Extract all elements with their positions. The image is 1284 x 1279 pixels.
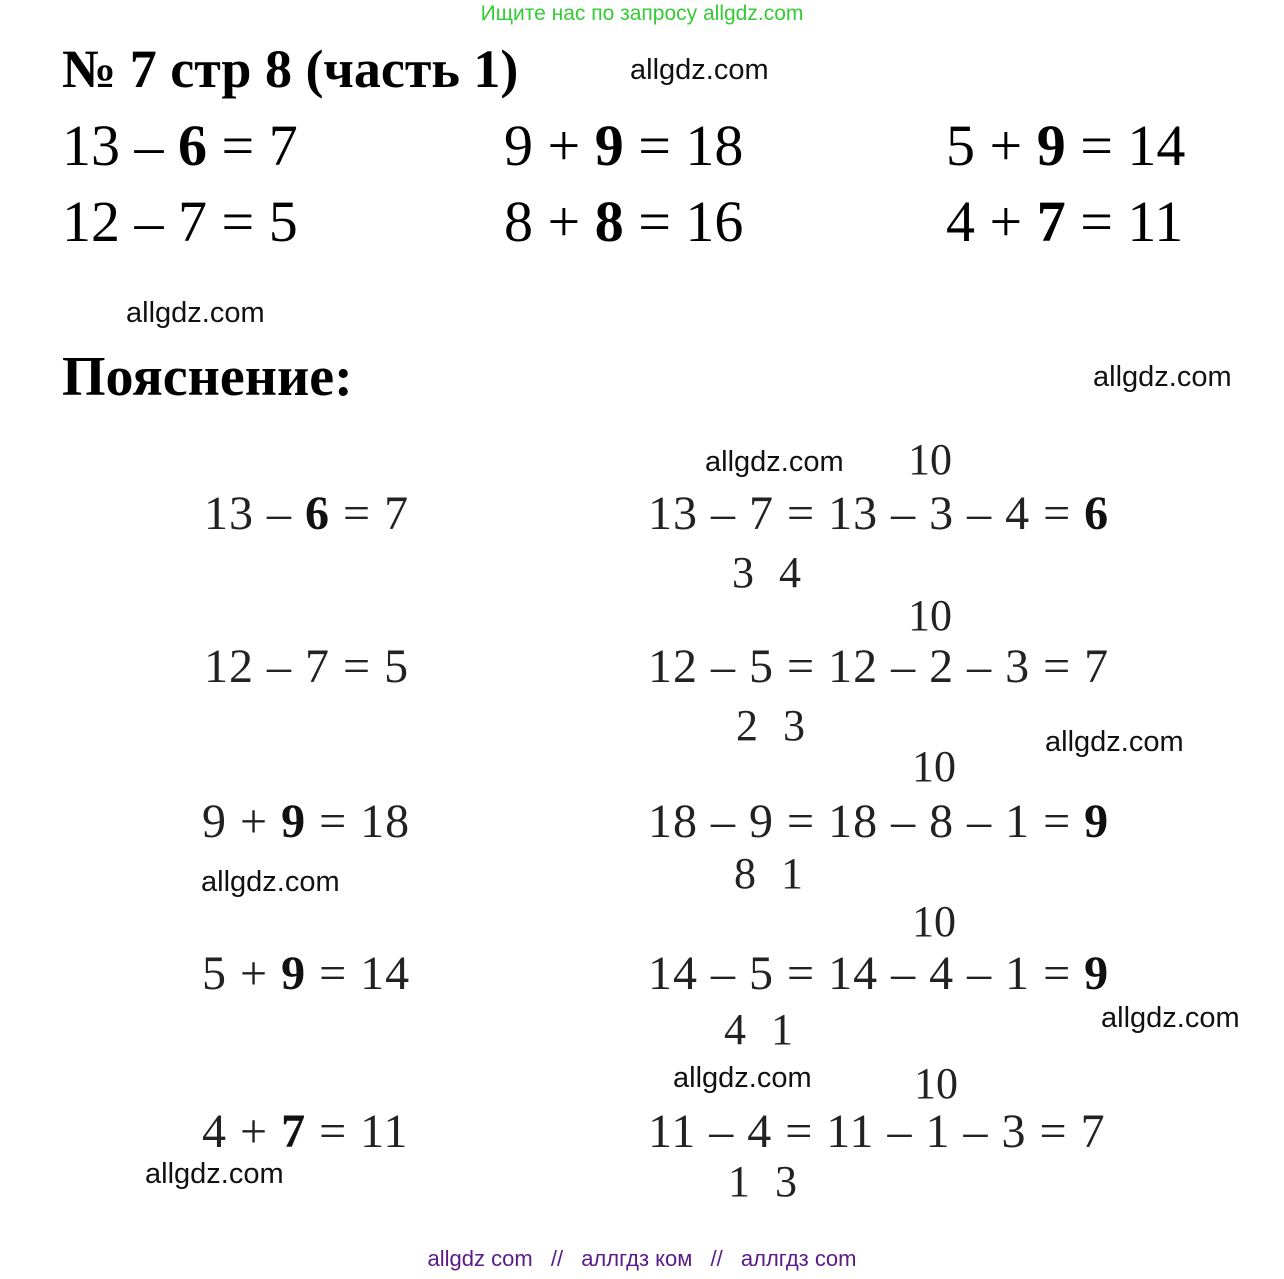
page-title: № 7 стр 8 (часть 1) — [62, 39, 519, 99]
tens-label: 10 — [908, 435, 952, 484]
watermark: allgdz.com — [1101, 1002, 1240, 1034]
number-split: 8 1 — [734, 849, 803, 898]
example-right: 18 – 9 = 18 – 8 – 1 = 9 — [648, 795, 1110, 848]
watermark: allgdz.com — [705, 446, 844, 478]
top-banner: Ищите нас по запросу allgdz.com — [480, 2, 804, 25]
tens-label: 10 — [912, 742, 956, 791]
example-right: 11 – 4 = 11 – 1 – 3 = 7 — [648, 1105, 1106, 1158]
number-split: 4 1 — [724, 1005, 793, 1054]
answer-1: 13 – 6 = 7 — [62, 113, 298, 178]
example-left: 4 + 7 = 11 — [202, 1105, 409, 1158]
example-right: 13 – 7 = 13 – 3 – 4 = 6 — [648, 487, 1110, 540]
answer-4: 12 – 7 = 5 — [62, 189, 298, 254]
example-left: 5 + 9 = 14 — [202, 947, 411, 1000]
answer-5: 8 + 8 = 16 — [504, 189, 744, 254]
number-split: 1 3 — [728, 1157, 797, 1206]
watermark: allgdz.com — [126, 297, 265, 329]
answer-6: 4 + 7 = 11 — [946, 189, 1184, 254]
watermark: allgdz.com — [673, 1062, 812, 1094]
watermark: allgdz.com — [201, 866, 340, 898]
example-left: 12 – 7 = 5 — [204, 640, 410, 693]
watermark: allgdz.com — [630, 54, 769, 86]
tens-label: 10 — [912, 897, 956, 946]
example-right: 14 – 5 = 14 – 4 – 1 = 9 — [648, 947, 1110, 1000]
footer-separator: // — [710, 1246, 723, 1271]
watermark: allgdz.com — [145, 1158, 284, 1190]
footer-link[interactable]: аллгдз ком — [581, 1246, 693, 1271]
watermark: allgdz.com — [1093, 361, 1232, 393]
watermark: allgdz.com — [1045, 726, 1184, 758]
footer-link[interactable]: аллгдз com — [740, 1246, 857, 1271]
number-split: 3 4 — [732, 548, 801, 597]
answer-3: 5 + 9 = 14 — [946, 113, 1186, 178]
footer — [0, 1246, 1284, 1272]
answer-2: 9 + 9 = 18 — [504, 113, 744, 178]
tens-label: 10 — [914, 1059, 958, 1108]
example-left: 9 + 9 = 18 — [202, 795, 411, 848]
tens-label: 10 — [908, 591, 952, 640]
example-right: 12 – 5 = 12 – 2 – 3 = 7 — [648, 640, 1110, 693]
footer-separator: // — [550, 1246, 564, 1271]
number-split: 2 3 — [736, 701, 805, 750]
example-left: 13 – 6 = 7 — [204, 487, 410, 540]
explanation-title: Пояснение: — [62, 346, 353, 408]
footer-link[interactable]: allgdz com — [427, 1246, 533, 1271]
